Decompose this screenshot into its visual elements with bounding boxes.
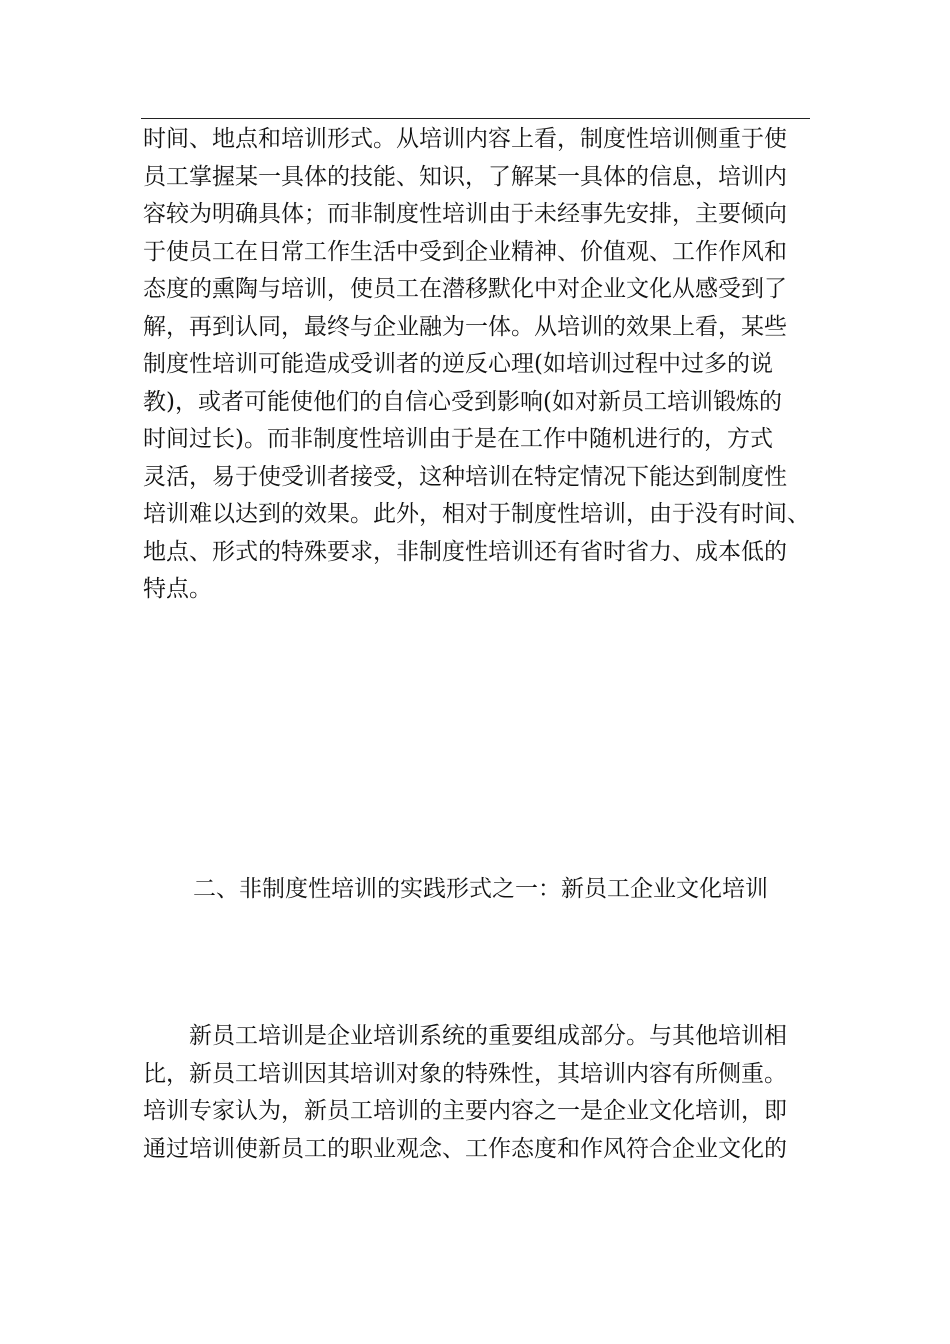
paragraph-line: 地点、形式的特殊要求，非制度性培训还有省时省力、成本低的 [143, 538, 787, 565]
paragraph-line: 特点。 [143, 576, 212, 602]
paragraph-line: 制度性培训可能造成受训者的逆反心理(如培训过程中过多的说 [143, 351, 773, 377]
paragraph-line: 解，再到认同，最终与企业融为一体。从培训的效果上看，某些 [143, 313, 787, 340]
paragraph-line: 时间过长)。而非制度性培训由于是在工作中随机进行的，方式 [143, 426, 773, 452]
paragraph-line: 培训专家认为，新员工培训的主要内容之一是企业文化培训，即 [143, 1098, 787, 1124]
paragraph-line: 容较为明确具体；而非制度性培训由于未经事先安排，主要倾向 [143, 201, 787, 227]
paragraph-line: 新员工培训是企业培训系统的重要组成部分。与其他培训相 [143, 1023, 787, 1049]
header-rule [141, 118, 810, 119]
paragraph-line: 培训难以达到的效果。此外，相对于制度性培训，由于没有时间、 [143, 501, 810, 527]
paragraph-line: 态度的熏陶与培训，使员工在潜移默化中对企业文化从感受到了 [143, 276, 787, 302]
paragraph-1 [143, 121, 823, 609]
section-heading: 二、非制度性培训的实践形式之一：新员工企业文化培训 [193, 876, 768, 902]
paragraph-line: 比，新员工培训因其培训对象的特殊性，其培训内容有所侧重。 [143, 1060, 787, 1087]
paragraph-line: 时间、地点和培训形式。从培训内容上看，制度性培训侧重于使 [143, 126, 787, 152]
paragraph-line: 于使员工在日常工作生活中受到企业精神、价值观、工作作风和 [143, 238, 787, 265]
paragraph-line: 员工掌握某一具体的技能、知识，了解某一具体的信息，培训内 [143, 163, 787, 190]
paragraph-line: 教)，或者可能使他们的自信心受到影响(如对新员工培训锻炼的 [143, 388, 782, 415]
paragraph-2 [143, 1018, 823, 1168]
paragraph-line: 通过培训使新员工的职业观念、工作态度和作风符合企业文化的 [143, 1135, 787, 1162]
paragraph-line: 灵活，易于使受训者接受，这种培训在特定情况下能达到制度性 [143, 463, 787, 490]
